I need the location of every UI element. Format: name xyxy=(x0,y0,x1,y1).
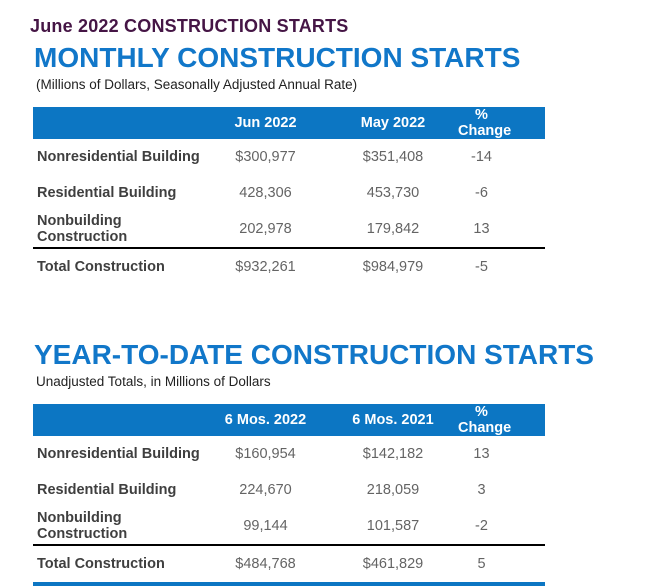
cell-value: $300,977 xyxy=(235,149,296,165)
cell-value: 218,059 xyxy=(366,482,420,498)
ytd-table xyxy=(33,404,545,581)
cell-value: $160,954 xyxy=(235,446,296,462)
ytd-heading: YEAR-TO-DATE CONSTRUCTION STARTS xyxy=(34,339,594,370)
ytd-subtitle: Unadjusted Totals, in Millions of Dollars xyxy=(36,374,271,389)
monthly-header-row xyxy=(33,107,545,139)
ytd-header-6mos-2021: 6 Mos. 2021 xyxy=(328,404,458,436)
cell-value: 453,730 xyxy=(366,185,420,201)
table-row xyxy=(33,175,545,211)
row-label: Residential Building xyxy=(37,482,177,498)
ytd-header-percent-change: % Change xyxy=(458,404,545,436)
monthly-header-blank xyxy=(33,107,203,139)
total-row xyxy=(33,545,545,581)
table-row xyxy=(33,508,545,545)
row-label: Nonresidential Building xyxy=(37,149,200,165)
monthly-subtitle: (Millions of Dollars, Seasonally Adjusted Annual Rate) xyxy=(36,77,358,92)
cell-value: 224,670 xyxy=(239,482,292,498)
total-row xyxy=(33,248,545,284)
cell-percent-change: 13 xyxy=(473,446,490,462)
cell-percent-change: -14 xyxy=(471,149,492,165)
page-title: June 2022 CONSTRUCTION STARTS xyxy=(30,16,349,36)
cell-value: $984,979 xyxy=(328,248,458,284)
cell-percent-change: -6 xyxy=(475,185,488,201)
ytd-header-row xyxy=(33,404,545,436)
table-row xyxy=(33,139,545,175)
row-label: Nonbuilding Construction xyxy=(37,213,128,245)
cell-value: $351,408 xyxy=(362,149,424,165)
cell-value: 101,587 xyxy=(366,518,420,534)
row-label: Total Construction xyxy=(33,248,203,284)
monthly-heading: MONTHLY CONSTRUCTION STARTS xyxy=(34,42,521,73)
table-row xyxy=(33,211,545,248)
table-row xyxy=(33,436,545,472)
cell-percent-change: 13 xyxy=(473,221,490,237)
monthly-section xyxy=(30,42,654,284)
ytd-header-blank xyxy=(33,404,203,436)
cell-value: 428,306 xyxy=(239,185,292,201)
row-label: Total Construction xyxy=(33,545,203,581)
monthly-header-jun-2022: Jun 2022 xyxy=(203,107,328,139)
cell-value: 179,842 xyxy=(366,221,420,237)
row-label: Nonresidential Building xyxy=(37,446,200,462)
ytd-header-6mos-2022: 6 Mos. 2022 xyxy=(203,404,328,436)
monthly-header-percent-change: % Change xyxy=(458,107,545,139)
cell-value: 99,144 xyxy=(243,518,288,534)
cell-percent-change: -5 xyxy=(458,248,545,284)
cell-value: $461,829 xyxy=(328,545,458,581)
monthly-header-may-2022: May 2022 xyxy=(328,107,458,139)
cell-value: $932,261 xyxy=(203,248,328,284)
row-label: Nonbuilding Construction xyxy=(37,510,128,542)
row-label: Residential Building xyxy=(37,185,177,201)
bottom-rule xyxy=(33,582,545,586)
cell-percent-change: -2 xyxy=(475,518,488,534)
cell-percent-change: 3 xyxy=(477,482,486,498)
table-row xyxy=(33,472,545,508)
cell-value: 202,978 xyxy=(239,221,292,237)
cell-value: $142,182 xyxy=(362,446,424,462)
cell-percent-change: 5 xyxy=(458,545,545,581)
monthly-table xyxy=(33,107,545,284)
ytd-section xyxy=(30,339,654,581)
cell-value: $484,768 xyxy=(203,545,328,581)
